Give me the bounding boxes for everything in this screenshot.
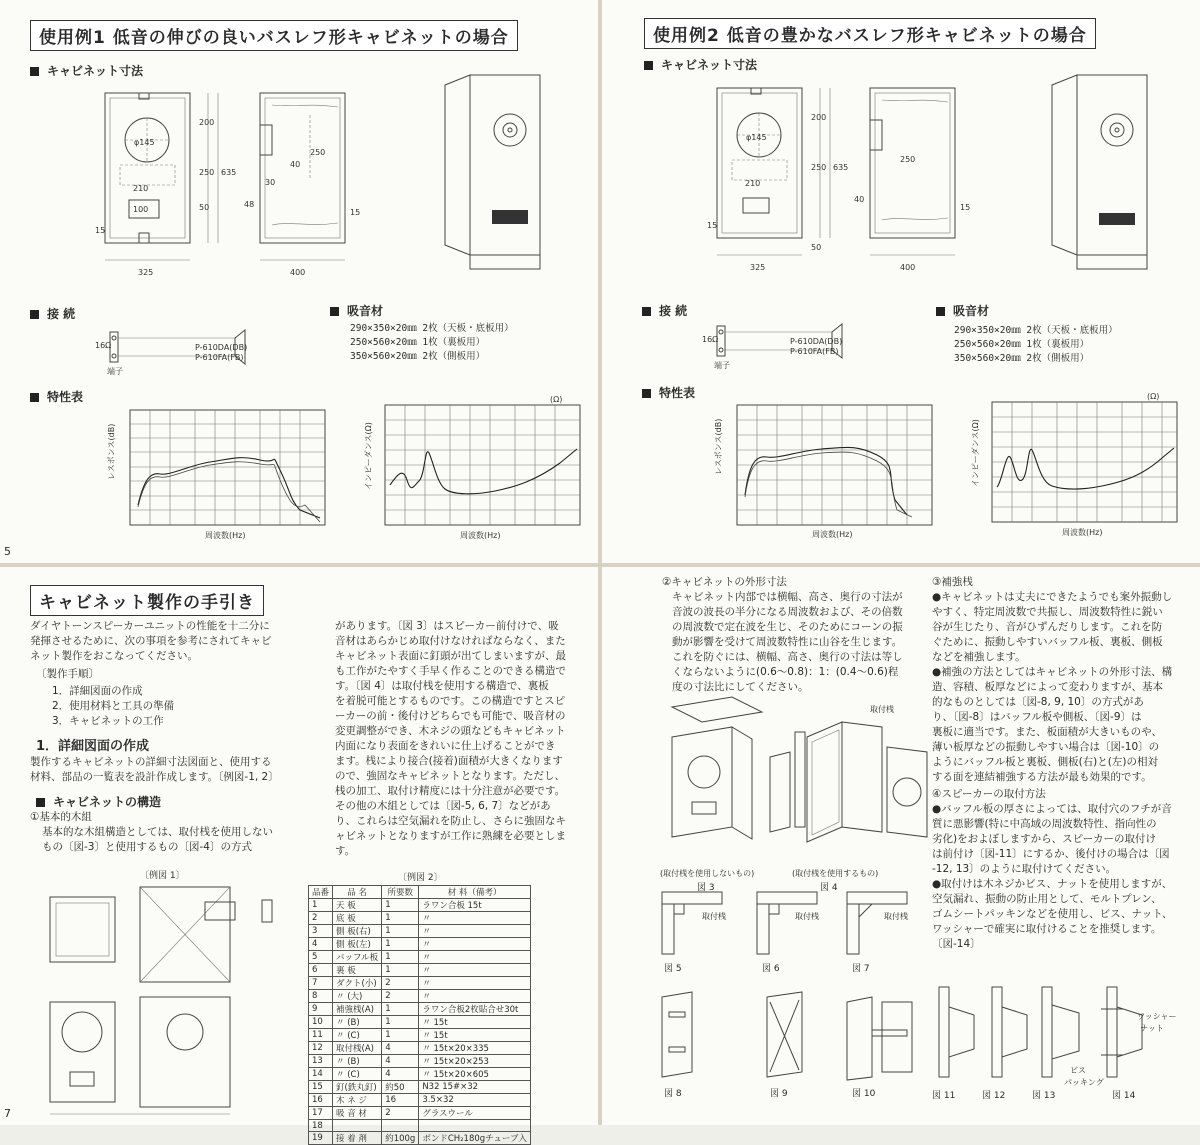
table-cell: 4 <box>382 1068 419 1081</box>
table-cell: 18 <box>309 1120 333 1132</box>
subheading-external-dimensions: ②キャビネットの外形寸法 <box>662 576 787 588</box>
table-cell: 2 <box>382 990 419 1003</box>
table-row <box>309 899 531 912</box>
table-header: 品番 <box>309 886 333 899</box>
table-cell: 13 <box>309 1055 333 1068</box>
table-cell: 〃 (B) <box>333 1055 382 1068</box>
absorbent-item: 250×560×20㎜ 1枚（裏板用） <box>954 339 1090 350</box>
page-6 <box>602 0 1200 563</box>
text-line: を着脱可能とするものです。この構造ですとスピ <box>335 695 566 707</box>
response-xlabel: 周波数(Hz) <box>205 531 246 540</box>
dim-200: 200 <box>199 118 215 127</box>
table-cell: 1 <box>382 951 419 964</box>
absorbent-item: 350×560×20㎜ 2枚（側板用） <box>954 353 1090 364</box>
figure-13-rear-mount <box>1037 987 1097 1082</box>
table-cell: 〃 <box>419 951 531 964</box>
connection-diagram <box>95 328 255 378</box>
dim-100: 100 <box>133 205 149 214</box>
dim-325: 325 <box>138 268 154 277</box>
figure-10-label: 図 10 <box>852 1089 876 1099</box>
table-cell: 〃 15t×20×335 <box>419 1042 531 1055</box>
text-line: 音材はあらかじめ取付けなければならなく、また <box>335 635 566 647</box>
dim-50: 50 <box>199 203 210 212</box>
table-cell: 釘(鉄丸釘) <box>333 1081 382 1094</box>
text-line: は前付け〔図-11〕にするか、後付けの場合は〔図 <box>932 848 1170 860</box>
table-row <box>309 990 531 1003</box>
absorbent-item: 290×350×20㎜ 2枚（天板・底板用） <box>350 323 514 334</box>
text-line: 材料、部品の一覧表を設計作成します。〔例図-1, 2〕 <box>30 771 279 783</box>
table-cell: 接 着 剤 <box>333 1132 382 1145</box>
dim-250-side: 250 <box>310 148 326 157</box>
table-cell: 2 <box>309 912 333 925</box>
dim-635: 635 <box>221 168 237 177</box>
page-8 <box>602 567 1200 1125</box>
table-cell: 裏 板 <box>333 964 382 977</box>
text-line: ぐために、振動しやすいバッフル板、裏板、側板 <box>932 636 1163 648</box>
washer-label: ワッシャー <box>1137 1012 1177 1021</box>
table-row <box>309 925 531 938</box>
table-row <box>309 1068 531 1081</box>
terminal-label: 端子 <box>107 367 123 376</box>
text-line: キャビネット内部では横幅、高さ、奥行の寸法が <box>672 591 903 603</box>
table-cell: 3.5×32 <box>419 1094 531 1107</box>
parts-table <box>308 885 531 1145</box>
dim-30: 30 <box>265 178 276 187</box>
table-cell: 2 <box>382 977 419 990</box>
table-cell: 〃 15t <box>419 1029 531 1042</box>
model-label-1: P-610DA(DB) <box>195 343 248 352</box>
table-row <box>309 977 531 990</box>
table-cell: 1 <box>382 964 419 977</box>
nut-label: ナット <box>1140 1024 1164 1033</box>
page-7 <box>0 567 598 1144</box>
table-cell <box>333 1120 382 1132</box>
absorbent-list <box>954 324 1118 366</box>
response-ylabel: レスポンス(dB) <box>107 423 116 480</box>
table-cell: 〃 15t <box>419 1016 531 1029</box>
table-cell: 1 <box>382 938 419 951</box>
text-line: もの〔図-3〕と使用するもの〔図-4〕の方式 <box>42 841 252 853</box>
table-cell: 1 <box>309 899 333 912</box>
table-cell: 10 <box>309 1016 333 1029</box>
table-cell: 補強桟(A) <box>333 1003 382 1016</box>
table-cell: 木 ネ ジ <box>333 1094 382 1107</box>
table-cell: ラワン合板 15t <box>419 899 531 912</box>
text-line: キャビネット表面に釘頭が出てしまいますが、最 <box>335 650 566 662</box>
table-row <box>309 1132 531 1145</box>
text-line: 音波の波長の半分になる周波数および、その倍数 <box>672 606 903 618</box>
figure-5-label: 図 5 <box>664 964 682 974</box>
dim-15-side: 15 <box>350 208 361 217</box>
table-row <box>309 912 531 925</box>
table-row <box>309 938 531 951</box>
table-cell: 3 <box>309 925 333 938</box>
text-line: の周波数で定在波を生じ、そのためにコーンの振 <box>672 621 903 633</box>
table-row <box>309 1094 531 1107</box>
steps-label: 〔製作手順〕 <box>36 668 99 680</box>
table-row <box>309 951 531 964</box>
grid <box>130 410 325 525</box>
text-line: ネット製作をおこなってください。 <box>30 650 198 662</box>
model-label-1: P-610DA(DB) <box>790 337 843 346</box>
table-cell: 4 <box>382 1055 419 1068</box>
text-line: ●バッフル板の厚さによっては、取付穴のフチが音 <box>932 803 1172 815</box>
table-cell: 7 <box>309 977 333 990</box>
text-line: 空気漏れ、振動の防止用として、モルトプレン、 <box>932 893 1162 905</box>
table-row <box>309 1016 531 1029</box>
text-line: 度の寸法比にしてください。 <box>672 681 809 693</box>
absorbent-item: 350×560×20㎜ 2枚（側板用） <box>350 351 486 362</box>
table-cell <box>419 1120 531 1132</box>
packing-label: パッキング <box>1064 1078 1104 1087</box>
text-line: 〔図-14〕 <box>932 938 981 950</box>
text-line: -12, 13〕のように取付けてください。 <box>932 863 1117 875</box>
step-item: 3．キャビネットの工作 <box>52 715 164 727</box>
table-cell: 取付桟(A) <box>333 1042 382 1055</box>
text-line: 薄い板厚などの振動しやすい場合は〔図-10〕の <box>932 741 1160 753</box>
page-number: 5 <box>4 545 11 558</box>
table-cell: ボンドCH₂180gチューブ入 <box>419 1132 531 1145</box>
table-cell: 1 <box>382 925 419 938</box>
impedance-xlabel: 周波数(Hz) <box>1062 528 1103 537</box>
figure-12-label: 図 12 <box>982 1091 1006 1101</box>
dim-15-side: 15 <box>960 203 971 212</box>
table-header: 材 料（備考） <box>419 886 531 899</box>
table-header: 所要数 <box>382 886 419 899</box>
dim-hole: φ145 <box>746 133 767 142</box>
response-ylabel: レスポンス(dB) <box>714 418 723 475</box>
table-cell: 15 <box>309 1081 333 1094</box>
cabinet-perspective <box>1047 70 1167 280</box>
page-title: 使用例1 低音の伸びの良いバスレフ形キャビネットの場合 <box>30 20 518 51</box>
table-row <box>309 1107 531 1120</box>
text-line: ●キャビネットは丈夫にできたようでも案外振動し <box>932 591 1173 603</box>
text-line: ダイヤトーンスピーカーユニットの性能を十二分に <box>30 620 270 632</box>
table-cell: 天 板 <box>333 899 382 912</box>
body-text-1 <box>30 755 320 785</box>
figure-4-caption: (取付桟を使用するもの) <box>792 869 879 878</box>
table-row <box>309 1055 531 1068</box>
dim-15: 15 <box>707 221 718 230</box>
grid <box>737 405 932 525</box>
connection-diagram <box>702 322 862 372</box>
dim-400: 400 <box>290 268 306 277</box>
front-view-drawing <box>707 80 857 280</box>
section-characteristics: 特性表 <box>642 384 695 401</box>
text-line: する面を連結補強する方法が最も効果的です。 <box>932 771 1152 783</box>
text-line: す。〔図 4〕は取付桟を使用する構造で、裏板 <box>335 680 549 692</box>
table-cell: バッフル板 <box>333 951 382 964</box>
text-line: などを補強します。 <box>932 651 1026 663</box>
dim-40: 40 <box>854 195 865 204</box>
impedance-graph <box>364 395 585 540</box>
grid <box>992 402 1177 522</box>
ohm-label: 16Ω <box>95 341 112 350</box>
table-cell: 17 <box>309 1107 333 1120</box>
section-cabinet-dimensions: キャビネット寸法 <box>644 56 757 73</box>
figure-5-joint <box>657 892 727 957</box>
example-figure-2-label: 〔例図 2〕 <box>398 873 443 883</box>
table-cell: 側 板(右) <box>333 925 382 938</box>
figure-8-brace <box>657 992 712 1082</box>
table-cell: 〃 <box>419 925 531 938</box>
dim-250-side: 250 <box>900 155 916 164</box>
table-cell: 5 <box>309 951 333 964</box>
text-line: 劣化)をおよぼしますから、スピーカーの取付け <box>932 833 1156 845</box>
table-row <box>309 1029 531 1042</box>
table-row <box>309 1081 531 1094</box>
impedance-unit: (Ω) <box>550 395 563 404</box>
absorbent-list <box>350 322 514 364</box>
figure-14-label: 図 14 <box>1112 1091 1136 1101</box>
column-2-text <box>335 619 597 859</box>
text-line: これを防ぐには、横幅、高さ、奥行の寸法は等し <box>672 651 903 663</box>
table-header: 品 名 <box>333 886 382 899</box>
subheading-reinforcement: ③補強桟 <box>932 576 973 588</box>
text-line: くならないように(0.6〜0.8)：1：(0.4〜0.6)程 <box>672 666 899 678</box>
steps-list <box>52 684 174 729</box>
table-cell: 〃 (C) <box>333 1029 382 1042</box>
text-line: 基本的な木組構造としては、取付桟を使用しない <box>42 826 273 838</box>
subheading-basic-joinery: ①基本的木組 <box>30 811 92 823</box>
section-characteristics: 特性表 <box>30 388 83 405</box>
impedance-xlabel: 周波数(Hz) <box>460 531 501 540</box>
text-line: 発揮させるために、次の事項を参考にされてキャビ <box>30 635 272 647</box>
text-line: があります。〔図 3〕はスピーカー前付けで、吸 <box>335 620 559 632</box>
table-cell: 11 <box>309 1029 333 1042</box>
table-cell: 側 板(左) <box>333 938 382 951</box>
table-cell: 約100g <box>382 1132 419 1145</box>
table-cell: 〃 15t×20×253 <box>419 1055 531 1068</box>
dim-325: 325 <box>750 263 766 272</box>
text-line: ●補強の方法としてはキャビネットの外形寸法、構 <box>932 666 1173 678</box>
figure-8-label: 図 8 <box>664 1089 682 1099</box>
table-cell: 〃 (C) <box>333 1068 382 1081</box>
response-graph <box>107 410 330 540</box>
heading-detailed-drawing: 1．詳細図面の作成 <box>36 739 150 754</box>
table-cell: 〃 <box>419 912 531 925</box>
table-cell <box>382 1120 419 1132</box>
section-connection: 接 続 <box>30 305 75 322</box>
table-cell: ラワン合板2枚貼合せ30t <box>419 1003 531 1016</box>
battens-label: 取付桟 <box>702 912 726 921</box>
dim-250: 250 <box>199 168 215 177</box>
table-cell: 1 <box>382 1016 419 1029</box>
figure-4-label: 図 4 <box>820 883 838 893</box>
section-absorbent: 吸音材 <box>936 302 989 319</box>
subheading-speaker-mounting: ④スピーカーの取付方法 <box>932 788 1046 800</box>
figure-13-label: 図 13 <box>1032 1091 1056 1101</box>
intro-text <box>30 619 320 664</box>
table-cell: 2 <box>382 1107 419 1120</box>
table-cell: ダクト(小) <box>333 977 382 990</box>
figure-11-front-mount <box>934 987 994 1082</box>
text-line: ゴムシートパッキンなどを使用し、ビス、ナット、 <box>932 908 1173 920</box>
figure-4-cabinet-with-battens <box>787 697 932 867</box>
table-cell: 8 <box>309 990 333 1003</box>
text-line: 製作するキャビネットの詳細寸法図面と、使用する <box>30 756 272 768</box>
text-line: ようにバッフル板と裏板、側板(右)と(左)の相対 <box>932 756 1158 768</box>
text-line: 的なものとしては〔図-8, 9, 10〕の方式があ <box>932 696 1144 708</box>
column-2b-text <box>932 802 1198 952</box>
figure-7-joint <box>842 892 912 957</box>
table-cell: 1 <box>382 912 419 925</box>
text-line: ワッシャーで確実に取付けることを推奨します。 <box>932 923 1162 935</box>
dim-635: 635 <box>833 163 849 172</box>
text-line: 谷が生じたり、音がひずんだりします。これを防 <box>932 621 1163 633</box>
text-line: ので、強固なキャビネットとなります。ただし、 <box>335 770 565 782</box>
text-line: り、これらは空気漏れを防止し、さらに強固なキ <box>335 815 566 827</box>
figure-6-label: 図 6 <box>762 964 780 974</box>
response-graph <box>714 405 937 539</box>
table-cell: 〃 <box>419 990 531 1003</box>
text-line: も工作がたやすく手早く作ることのできる構造で <box>335 665 566 677</box>
table-cell: 9 <box>309 1003 333 1016</box>
table-cell: 1 <box>382 1003 419 1016</box>
text-line: やすく、特定周波数で共振し、周波数特性に鋭い <box>932 606 1163 618</box>
text-line: ーカーの前・後付けどちらでも可能で、吸音材の <box>335 710 566 722</box>
dim-400: 400 <box>900 263 916 272</box>
figure-3-caption: (取付桟を使用しないもの) <box>660 869 755 878</box>
text-line: 質に悪影響(特に中高域の周波数特性、指向性の <box>932 818 1157 830</box>
table-cell: 12 <box>309 1042 333 1055</box>
text-line: その他の木組としては〔図-5, 6, 7〕などがあ <box>335 800 551 812</box>
dim-15: 15 <box>95 226 106 235</box>
table-cell: 〃 (B) <box>333 1016 382 1029</box>
section-structure: キャビネットの構造 <box>36 793 161 810</box>
dim-210: 210 <box>133 184 149 193</box>
impedance-ylabel: インピーダンス(Ω) <box>364 422 373 490</box>
table-cell: 吸 音 材 <box>333 1107 382 1120</box>
figure-11-label: 図 11 <box>932 1091 956 1101</box>
figure-7-label: 図 7 <box>852 964 870 974</box>
table-cell: 約50 <box>382 1081 419 1094</box>
impedance-unit: (Ω) <box>1147 392 1160 401</box>
dim-hole: φ145 <box>134 138 155 147</box>
impedance-ylabel: インピーダンス(Ω) <box>971 419 980 487</box>
dim-40: 40 <box>290 160 301 169</box>
model-label-2: P-610FA(FB) <box>195 353 244 362</box>
table-row <box>309 1120 531 1132</box>
text-line: す。 <box>335 845 356 857</box>
figure-9-label: 図 9 <box>770 1089 788 1099</box>
section-absorbent: 吸音材 <box>330 302 383 319</box>
figure-6-joint <box>752 892 822 957</box>
bis-label: ビス <box>1070 1066 1086 1075</box>
figure-10-brace <box>842 992 917 1082</box>
table-row <box>309 1042 531 1055</box>
text-line: ます。桟により接合(接着)面積が大きくなります <box>335 755 563 767</box>
text-line: 桟の加工、取付け精度には十分注意が必要です。 <box>335 785 566 797</box>
table-cell: 19 <box>309 1132 333 1145</box>
dim-250: 250 <box>811 163 827 172</box>
table-row <box>309 1003 531 1016</box>
table-cell: 〃 <box>419 964 531 977</box>
table-cell: 1 <box>382 899 419 912</box>
front-view-drawing <box>95 85 245 285</box>
absorbent-item: 250×560×20㎜ 1枚（裏板用） <box>350 337 486 348</box>
page-number: 7 <box>4 1107 11 1120</box>
table-cell: 16 <box>382 1094 419 1107</box>
text-line: 変更調整ができ、木ネジの頭などもキャビネット <box>335 725 566 737</box>
table-row <box>309 964 531 977</box>
absorbent-item: 290×350×20㎜ 2枚（天板・底板用） <box>954 325 1118 336</box>
text-line: ャビネットとなりますが工作に熟練を必要としま <box>335 830 566 842</box>
figure-3-exploded-cabinet <box>652 697 792 867</box>
step-item: 1．詳細図面の作成 <box>52 685 143 697</box>
cabinet-perspective <box>440 70 560 280</box>
text-line: 内面になり表面をきれいに仕上げることができ <box>335 740 556 752</box>
figure-3-label: 図 3 <box>697 883 715 893</box>
section-cabinet-dimensions: キャビネット寸法 <box>30 62 143 79</box>
response-xlabel: 周波数(Hz) <box>812 530 853 539</box>
text-line: 造、容積、板厚などによって変わりますが、基本 <box>932 681 1163 693</box>
dim-50: 50 <box>811 243 822 252</box>
battens-label: 取付桟 <box>795 912 819 921</box>
table-cell: グラスウール <box>419 1107 531 1120</box>
ohm-label: 16Ω <box>702 335 719 344</box>
impedance-graph <box>971 392 1182 537</box>
table-cell: 〃 15t×20×605 <box>419 1068 531 1081</box>
page-title: 使用例2 低音の豊かなバスレフ形キャビネットの場合 <box>644 18 1096 49</box>
model-label-2: P-610FA(FB) <box>790 347 839 356</box>
column-2a-text <box>932 590 1198 785</box>
text-line: り、〔図-8〕はバッフル板や側板、〔図-9〕は <box>932 711 1142 723</box>
side-view-drawing <box>244 85 370 285</box>
table-cell: 4 <box>309 938 333 951</box>
example-figure-1-label: 〔例図 1〕 <box>140 871 185 881</box>
text-line: ●取付けは木ネジかビス、ナットを使用しますが、 <box>932 878 1173 890</box>
battens-label: 取付桟 <box>884 912 908 921</box>
example-figure-1 <box>30 882 300 1122</box>
table-cell: 16 <box>309 1094 333 1107</box>
text-line: 裏板に適当です。また、板面積が大きいものや、 <box>932 726 1162 738</box>
dim-200: 200 <box>811 113 827 122</box>
text-line: 動が影響を受けて周波数特性に山谷を生じます。 <box>672 636 903 648</box>
battens-label: 取付桟 <box>870 705 894 714</box>
table-cell: 〃 <box>419 977 531 990</box>
terminal-label: 端子 <box>714 361 730 370</box>
side-view-drawing <box>854 80 980 280</box>
page-5 <box>0 0 598 563</box>
page-title: キャビネット製作の手引き <box>30 585 264 616</box>
table-cell: 4 <box>382 1042 419 1055</box>
table-cell: 〃 (大) <box>333 990 382 1003</box>
figure-9-brace <box>762 992 817 1082</box>
dim-48: 48 <box>244 200 255 209</box>
step-item: 2．使用材料と工具の準備 <box>52 700 175 712</box>
table-cell: N32 15#×32 <box>419 1081 531 1094</box>
table-cell: 6 <box>309 964 333 977</box>
column-1-text <box>672 590 934 695</box>
table-cell: 14 <box>309 1068 333 1081</box>
body-text-2 <box>42 825 322 855</box>
dim-210: 210 <box>745 179 761 188</box>
table-cell: 底 板 <box>333 912 382 925</box>
table-cell: 1 <box>382 1029 419 1042</box>
grid <box>385 405 580 525</box>
section-connection: 接 続 <box>642 302 687 319</box>
table-cell: 〃 <box>419 938 531 951</box>
